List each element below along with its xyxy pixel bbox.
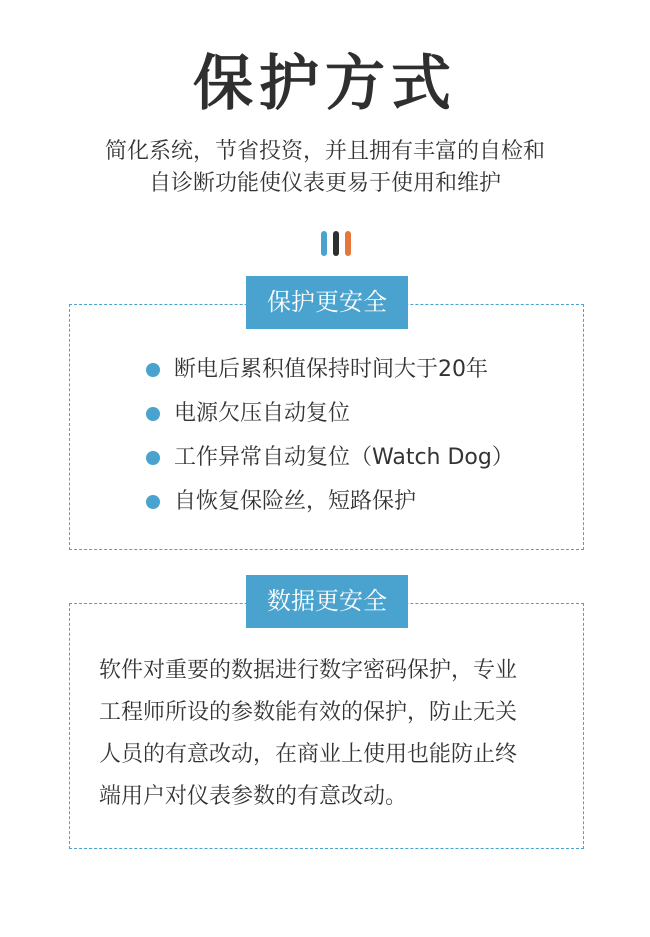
list-item xyxy=(146,348,514,392)
bullet-dot-icon xyxy=(146,495,160,509)
bullet-dot-icon xyxy=(146,407,160,421)
orange-bar xyxy=(345,231,351,256)
list-item-text: 电源欠压自动复位 xyxy=(174,401,351,426)
list-item xyxy=(146,480,514,524)
page-title: 保护方式 xyxy=(193,49,457,119)
blue-bar xyxy=(321,231,327,256)
dark-bar xyxy=(333,231,339,256)
list-item xyxy=(146,392,514,436)
paragraph-line: 端用户对仪表参数的有意改动。 xyxy=(99,784,408,809)
paragraph-line: 人员的有意改动，在商业上使用也能防止终 xyxy=(99,742,518,767)
data-description xyxy=(99,650,559,818)
paragraph-line: 软件对重要的数据进行数字密码保护，专业 xyxy=(99,658,518,683)
subtitle-line: 简化系统，节省投资，并且拥有丰富的自检和 xyxy=(104,139,545,164)
decorative-bars-icon xyxy=(319,231,355,257)
data-section-label: 数据更安全 xyxy=(246,575,408,628)
list-item xyxy=(146,436,514,480)
protection-section-label: 保护更安全 xyxy=(246,276,408,329)
bullet-dot-icon xyxy=(146,363,160,377)
list-item-text: 工作异常自动复位（Watch Dog） xyxy=(174,445,514,470)
bullet-dot-icon xyxy=(146,451,160,465)
protection-feature-list xyxy=(146,348,514,524)
subtitle-line: 自诊断功能使仪表更易于使用和维护 xyxy=(148,171,501,196)
list-item-text: 断电后累积值保持时间大于20年 xyxy=(174,357,488,382)
subtitle xyxy=(0,136,650,200)
paragraph-line: 工程师所设的参数能有效的保护，防止无关 xyxy=(99,700,518,725)
list-item-text: 自恢复保险丝，短路保护 xyxy=(174,489,417,514)
